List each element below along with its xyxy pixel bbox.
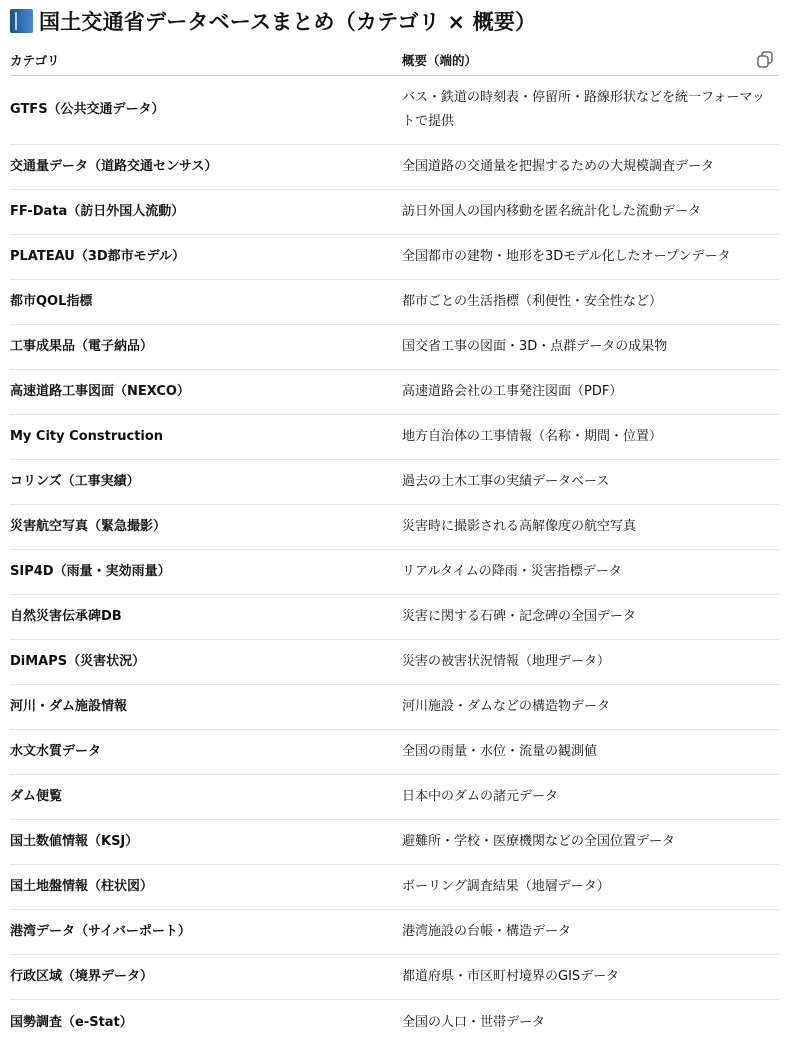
summary-cell: 訪日外国人の国内移動を匿名統計化した流動データ xyxy=(402,204,702,219)
category-cell: GTFS（公共交通データ） xyxy=(10,102,165,117)
category-cell: 国勢調査（e-Stat） xyxy=(10,1014,133,1030)
category-cell: 河川・ダム施設情報 xyxy=(10,699,128,714)
table-row xyxy=(10,1000,779,1045)
summary-cell: 全国の人口・世帯データ xyxy=(402,1014,546,1030)
category-cell: 都市QOL指標 xyxy=(10,294,93,309)
table-body xyxy=(10,76,779,1045)
table-row xyxy=(10,460,779,505)
table-row xyxy=(10,640,779,685)
summary-cell: 過去の土木工事の実績データベース xyxy=(402,474,610,489)
summary-cell: ボーリング調査結果（地層データ） xyxy=(402,879,610,894)
category-cell: DiMAPS（災害状況） xyxy=(10,654,146,669)
summary-cell: 災害の被害状況情報（地理データ） xyxy=(402,654,611,669)
table-row xyxy=(10,550,779,595)
category-cell: 交通量データ（道路交通センサス） xyxy=(10,159,218,174)
summary-cell: 災害に関する石碑・記念碑の全国データ xyxy=(402,609,637,624)
table-row xyxy=(10,76,779,145)
category-cell: 港湾データ（サイバーポート） xyxy=(10,924,191,939)
category-cell: FF-Data（訪日外国人流動） xyxy=(10,204,185,219)
page-title: 国土交通省データベースまとめ（カテゴリ × 概要） xyxy=(39,10,537,34)
table-row xyxy=(10,595,779,640)
category-cell: コリンズ（工事実績） xyxy=(10,474,140,489)
category-cell: 工事成果品（電子納品） xyxy=(10,339,154,354)
summary-cell: 全国の雨量・水位・流量の観測値 xyxy=(402,744,598,759)
category-cell: 自然災害伝承碑DB xyxy=(10,609,122,624)
summary-cell: バス・鉄道の時刻表・停留所・路線形状などを統一フォーマットで提供 xyxy=(402,90,765,129)
category-cell: My City Construction xyxy=(10,429,164,444)
category-cell: SIP4D（雨量・実効雨量） xyxy=(10,564,171,579)
summary-cell: 港湾施設の台帳・構造データ xyxy=(402,924,572,939)
table-row xyxy=(10,415,779,460)
summary-cell: 災害時に撮影される高解像度の航空写真 xyxy=(402,519,637,534)
summary-cell: 全国道路の交通量を把握するための大規模調査データ xyxy=(402,159,715,174)
summary-cell: 地方自治体の工事情報（名称・期間・位置） xyxy=(402,429,663,444)
table-row xyxy=(10,190,779,235)
header-summary: 概要（端的） xyxy=(402,52,478,68)
summary-cell: 全国都市の建物・地形を3Dモデル化したオープンデータ xyxy=(402,249,731,264)
table-row xyxy=(10,370,779,415)
category-cell: ダム便覧 xyxy=(10,789,63,804)
category-cell: 国土数値情報（KSJ） xyxy=(10,834,139,849)
table-row xyxy=(10,910,779,955)
table-row xyxy=(10,235,779,280)
title-bar xyxy=(10,6,536,36)
summary-cell: リアルタイムの降雨・災害指標データ xyxy=(402,564,622,579)
category-cell: 行政区域（境界データ） xyxy=(10,969,154,984)
category-cell: 水文水質データ xyxy=(10,744,102,759)
book-icon xyxy=(10,9,33,33)
table-row xyxy=(10,505,779,550)
summary-cell: 避難所・学校・医療機関などの全国位置データ xyxy=(402,834,676,849)
summary-cell: 高速道路会社の工事発注図面（PDF） xyxy=(402,384,623,399)
category-cell: 国土地盤情報（柱状図） xyxy=(10,879,154,894)
table-row xyxy=(10,775,779,820)
table-row xyxy=(10,280,779,325)
summary-cell: 都道府県・市区町村境界のGISデータ xyxy=(402,969,620,984)
summary-cell: 国交省工事の図面・3D・点群データの成果物 xyxy=(402,339,668,354)
summary-cell: 河川施設・ダムなどの構造物データ xyxy=(402,699,611,714)
table-row xyxy=(10,145,779,190)
copy-icon[interactable] xyxy=(757,51,773,68)
table-row xyxy=(10,730,779,775)
data-table xyxy=(10,44,779,1045)
category-cell: 高速道路工事図面（NEXCO） xyxy=(10,384,190,399)
header-category: カテゴリ xyxy=(10,52,60,68)
table-row xyxy=(10,325,779,370)
summary-cell: 日本中のダムの諸元データ xyxy=(402,789,559,804)
table-row xyxy=(10,955,779,1000)
category-cell: PLATEAU（3D都市モデル） xyxy=(10,249,186,264)
table-row xyxy=(10,865,779,910)
summary-cell: 都市ごとの生活指標（利便性・安全性など） xyxy=(402,294,663,309)
table-row xyxy=(10,685,779,730)
table-header xyxy=(10,44,779,76)
category-cell: 災害航空写真（緊急撮影） xyxy=(10,519,167,534)
table-row xyxy=(10,820,779,865)
